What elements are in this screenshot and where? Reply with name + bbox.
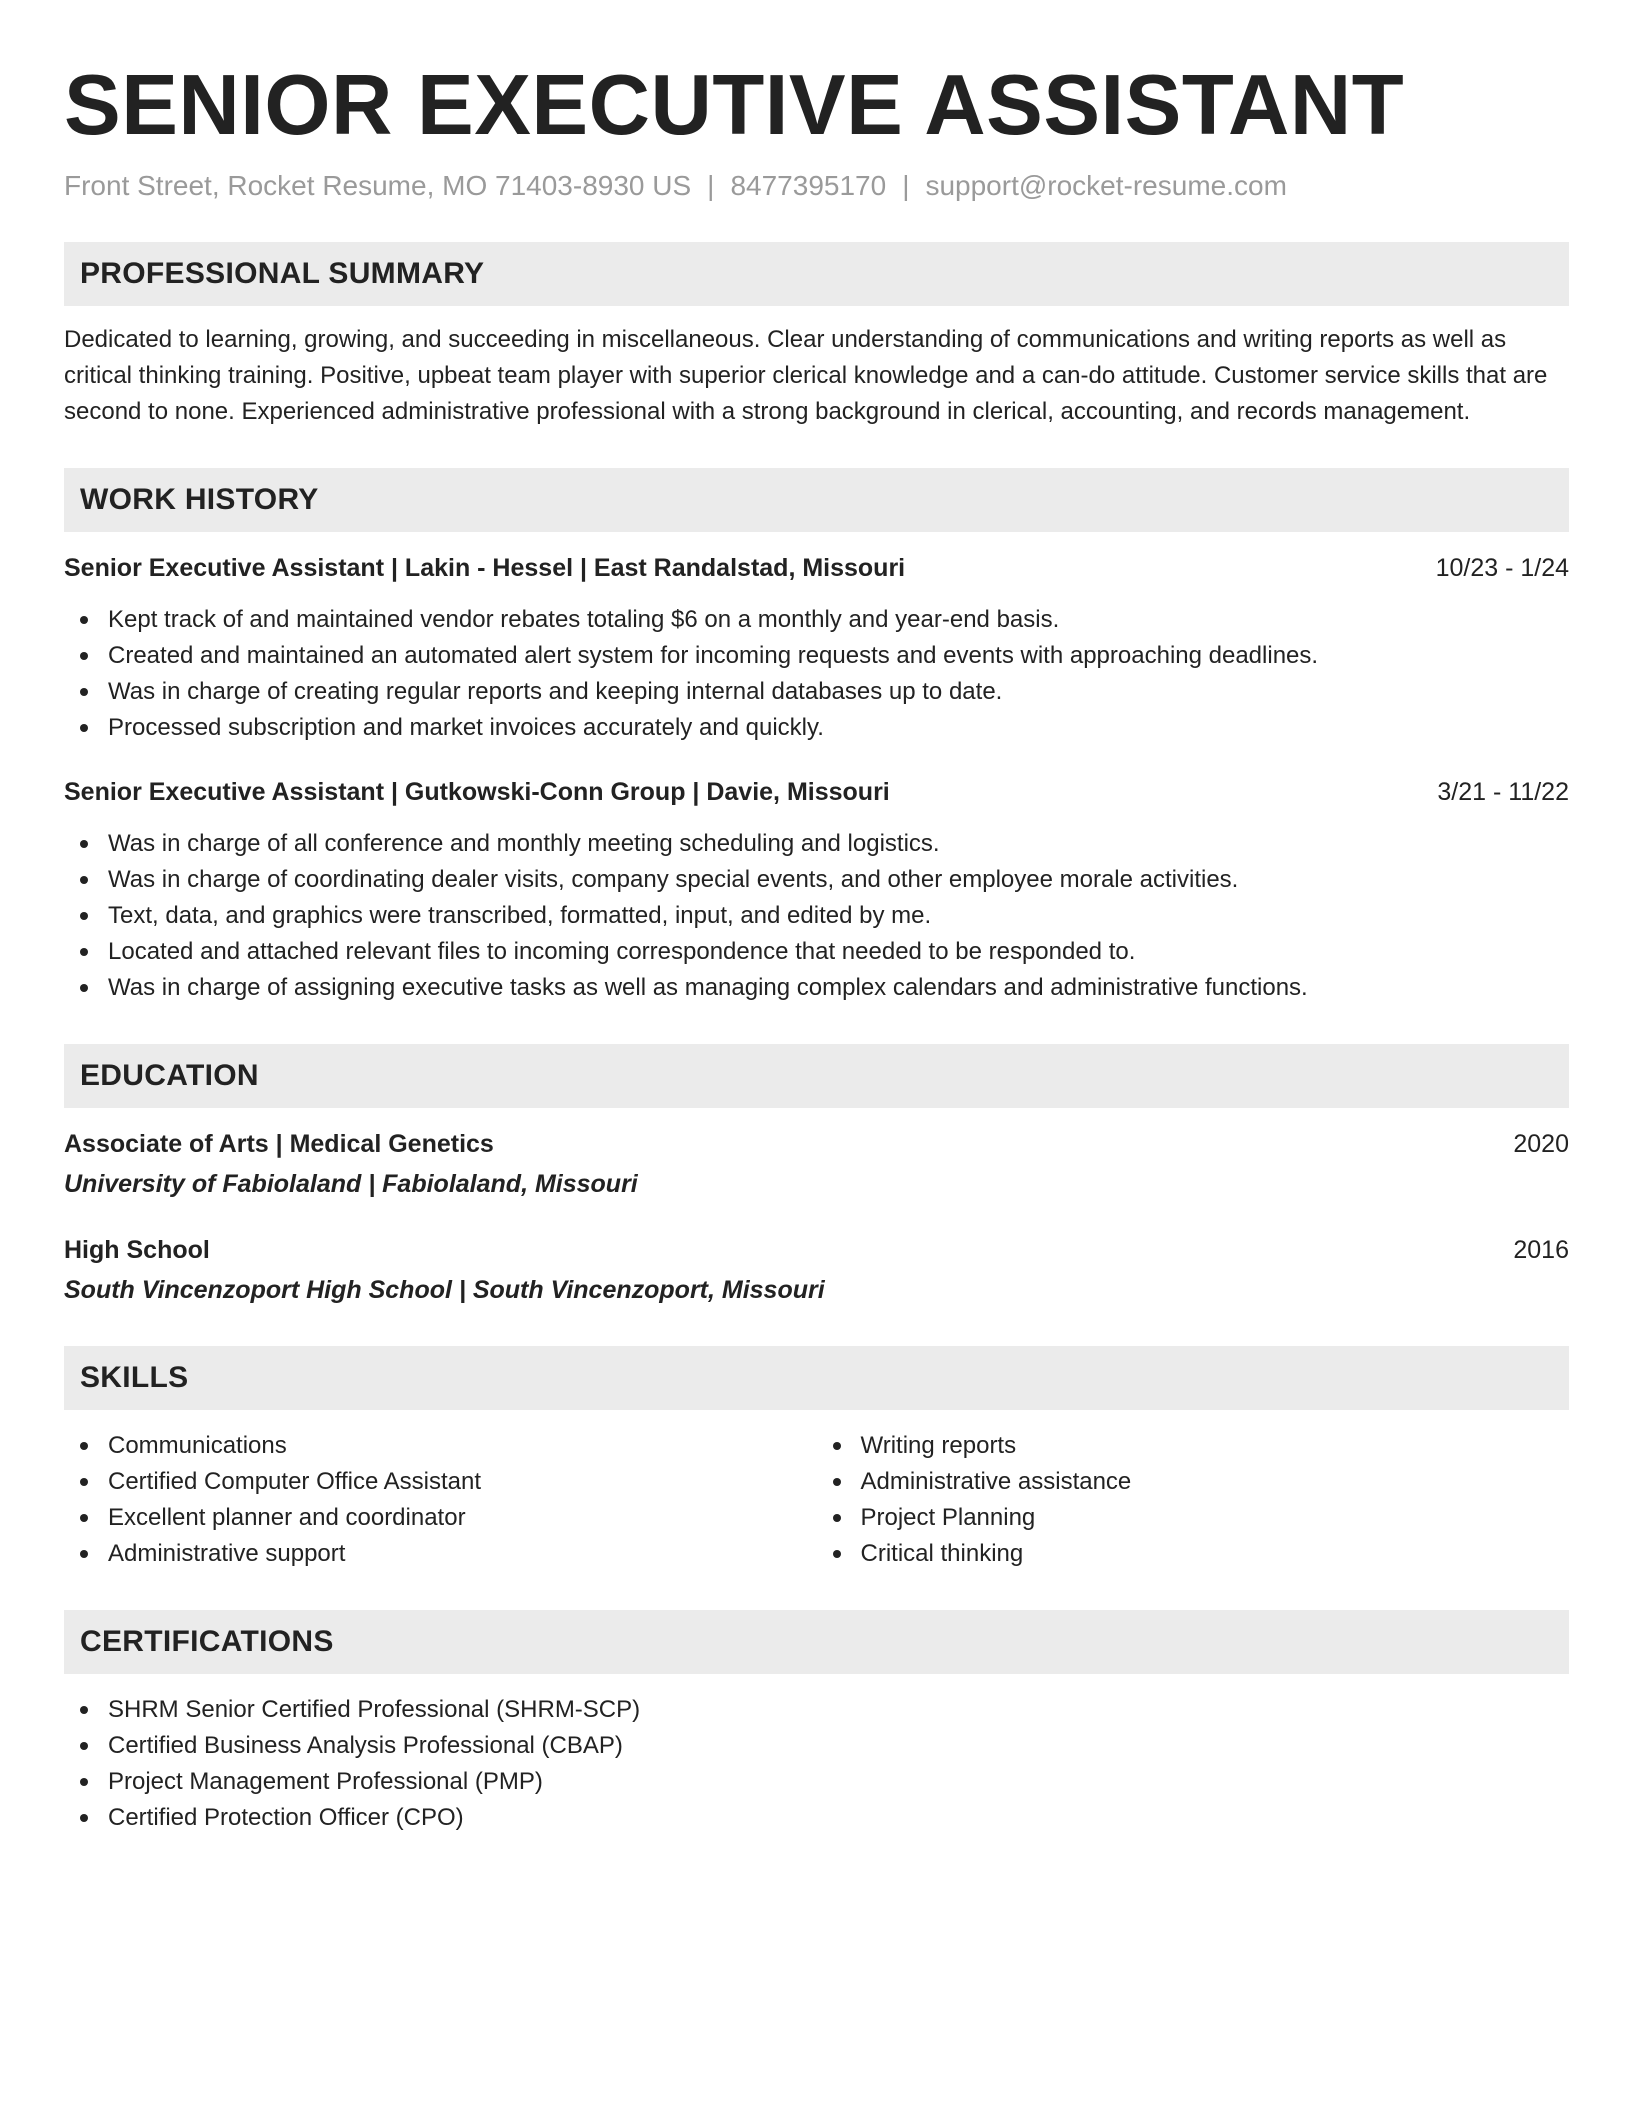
education-school: South Vincenzoport High School | South Vincenzoport, Missouri [64, 1276, 825, 1304]
education-school: University of Fabiolaland | Fabiolaland, Missouri [64, 1170, 638, 1198]
job-dates: 10/23 - 1/24 [1435, 554, 1569, 582]
summary-heading: PROFESSIONAL SUMMARY [64, 242, 1569, 306]
education-entry [64, 1126, 1569, 1202]
skill-item: Excellent planner and coordinator [64, 1500, 817, 1536]
contact-address: Front Street, Rocket Resume, MO 71403-8930 US [64, 170, 692, 201]
education-year: 2020 [1513, 1130, 1569, 1158]
education-degree: High School [64, 1236, 210, 1264]
job-duty: Processed subscription and market invoices accurately and quickly. [64, 710, 1569, 746]
skills-section [64, 1346, 1569, 1572]
education-heading: EDUCATION [64, 1044, 1569, 1108]
job-duty: Was in charge of creating regular reports and keeping internal databases up to date. [64, 674, 1569, 710]
job-title: Senior Executive Assistant | Gutkowski-Conn Group | Davie, Missouri [64, 778, 890, 806]
job-duty: Was in charge of assigning executive tasks as well as managing complex calendars and administrative functions. [64, 970, 1569, 1006]
job-header [64, 550, 1569, 586]
contact-separator: | [707, 170, 715, 201]
skill-item: Critical thinking [817, 1536, 1570, 1572]
skill-item: Writing reports [817, 1428, 1570, 1464]
job-duty: Was in charge of coordinating dealer visits, company special events, and other employee morale activities. [64, 862, 1569, 898]
job-duty: Was in charge of all conference and monthly meeting scheduling and logistics. [64, 826, 1569, 862]
job-duty: Created and maintained an automated alert system for incoming requests and events with approaching deadlines. [64, 638, 1569, 674]
job-duties [64, 602, 1569, 746]
summary-section [64, 242, 1569, 430]
job-duty: Located and attached relevant files to incoming correspondence that needed to be responded to. [64, 934, 1569, 970]
certifications-section [64, 1610, 1569, 1836]
candidate-name: SENIOR EXECUTIVE ASSISTANT [64, 58, 1405, 153]
education-header [64, 1232, 1569, 1268]
job-entry [64, 774, 1569, 1006]
certification-item: Certified Protection Officer (CPO) [64, 1800, 1569, 1836]
skills-column-left [64, 1428, 817, 1572]
skill-item: Project Planning [817, 1500, 1570, 1536]
contact-email: support@rocket-resume.com [925, 170, 1287, 201]
education-degree: Associate of Arts | Medical Genetics [64, 1130, 494, 1158]
job-header [64, 774, 1569, 810]
job-duties [64, 826, 1569, 1006]
contact-line [64, 168, 1569, 204]
skill-item: Administrative support [64, 1536, 817, 1572]
work-history-heading: WORK HISTORY [64, 468, 1569, 532]
education-header [64, 1126, 1569, 1162]
contact-separator: | [902, 170, 910, 201]
education-section [64, 1044, 1569, 1308]
skills-grid [64, 1428, 1569, 1572]
education-entry [64, 1232, 1569, 1308]
job-entry [64, 550, 1569, 746]
skill-item: Administrative assistance [817, 1464, 1570, 1500]
certifications-heading: CERTIFICATIONS [64, 1610, 1569, 1674]
skills-heading: SKILLS [64, 1346, 1569, 1410]
education-year: 2016 [1513, 1236, 1569, 1264]
job-dates: 3/21 - 11/22 [1437, 778, 1569, 806]
skill-item: Certified Computer Office Assistant [64, 1464, 817, 1500]
certifications-list [64, 1692, 1569, 1836]
summary-text: Dedicated to learning, growing, and succeeding in miscellaneous. Clear understanding of communications and writing reports as well as critical thinking training. Positive, upbeat team player with superior clerical knowledge and a can-do attitude. Customer service skills that are second to none. Experienced administrative professional with a strong background in clerical, accounting, and records management. [64, 326, 1548, 425]
certification-item: Project Management Professional (PMP) [64, 1764, 1569, 1800]
skills-column-right [817, 1428, 1570, 1572]
certification-item: Certified Business Analysis Professional (CBAP) [64, 1728, 1569, 1764]
job-duty: Kept track of and maintained vendor rebates totaling $6 on a monthly and year-end basis. [64, 602, 1569, 638]
certification-item: SHRM Senior Certified Professional (SHRM-SCP) [64, 1692, 1569, 1728]
job-title: Senior Executive Assistant | Lakin - Hessel | East Randalstad, Missouri [64, 554, 906, 582]
work-history-section [64, 468, 1569, 1006]
skill-item: Communications [64, 1428, 817, 1464]
job-duty: Text, data, and graphics were transcribed, formatted, input, and edited by me. [64, 898, 1569, 934]
contact-phone: 8477395170 [730, 170, 887, 201]
